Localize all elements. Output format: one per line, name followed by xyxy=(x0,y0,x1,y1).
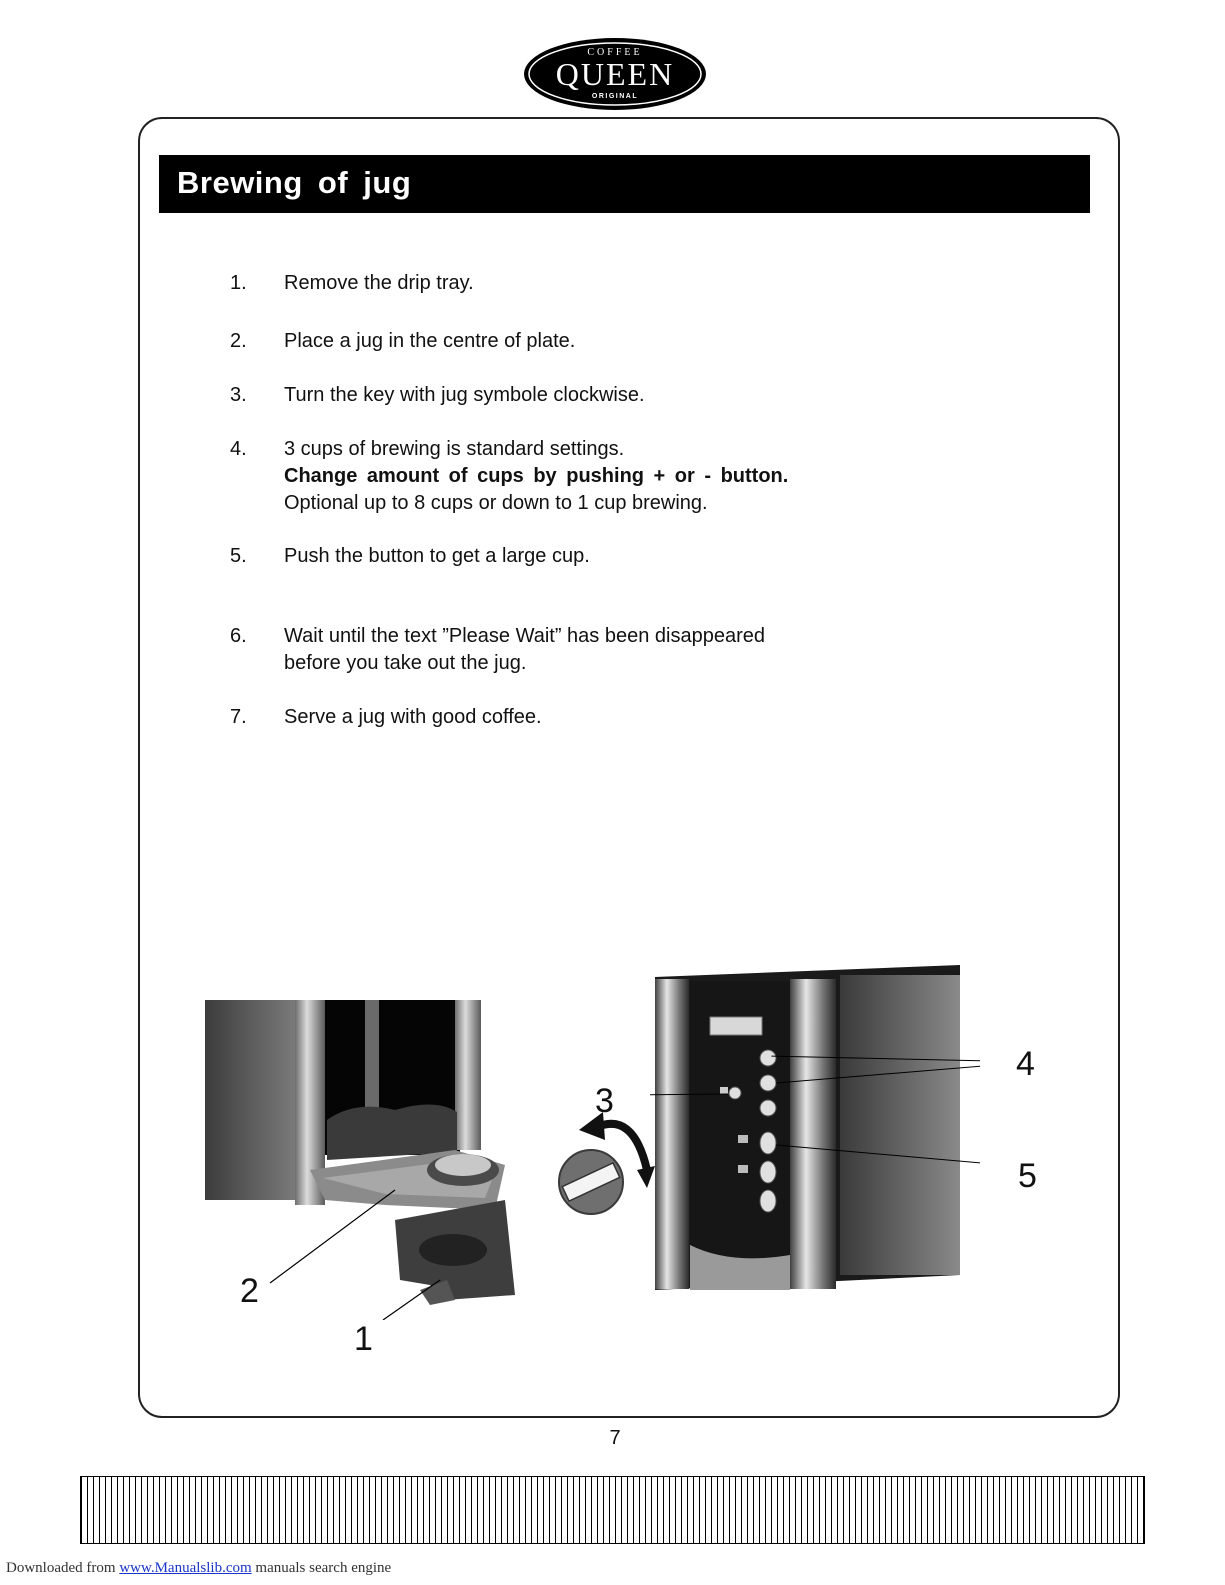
step-number: 5. xyxy=(230,545,247,567)
small-cup-icon xyxy=(738,1165,748,1173)
logo-main-text: QUEEN xyxy=(555,56,675,92)
coffee-machine-panel-illustration xyxy=(650,965,980,1310)
step-text: before you take out the jug. xyxy=(284,652,527,674)
logo-top-text: COFFEE xyxy=(587,47,643,58)
large-cup-button xyxy=(760,1132,776,1154)
callout-4: 4 xyxy=(1016,1045,1035,1083)
manualslib-link[interactable]: www.Manualslib.com xyxy=(119,1560,252,1576)
section-title-bar xyxy=(159,155,1090,213)
step-text: Push the button to get a large cup. xyxy=(284,545,590,567)
barcode-strip xyxy=(80,1476,1145,1544)
logo-bottom-text: ORIGINAL xyxy=(591,93,639,100)
callout-2: 2 xyxy=(240,1272,259,1310)
panel-button xyxy=(760,1100,776,1116)
download-footer xyxy=(6,1560,391,1577)
display-window xyxy=(710,1017,762,1035)
footer-suffix: manuals search engine xyxy=(251,1560,392,1576)
step-text-emphasis: Change amount of cups by pushing + or - button. xyxy=(284,465,789,487)
step-number: 1. xyxy=(230,272,247,294)
step-text: 3 cups of brewing is standard settings. xyxy=(284,438,625,460)
large-cup-icon xyxy=(738,1135,748,1143)
panel-button xyxy=(760,1190,776,1212)
step-number: 6. xyxy=(230,625,247,647)
step-text: Wait until the text ”Please Wait” has been disappeared xyxy=(284,625,765,647)
step-text: Serve a jug with good coffee. xyxy=(284,706,542,728)
step-number: 7. xyxy=(230,706,247,728)
jug-symbol-icon xyxy=(720,1087,728,1094)
step-number: 3. xyxy=(230,384,247,406)
step-text: Turn the key with jug symbole clockwise. xyxy=(284,384,645,406)
page-title: Brewing of jug xyxy=(177,165,412,200)
callout-1: 1 xyxy=(354,1320,373,1358)
callout-3: 3 xyxy=(595,1082,614,1120)
step-number: 4. xyxy=(230,438,247,460)
footer-prefix: Downloaded from xyxy=(6,1560,120,1576)
coffee-queen-logo xyxy=(522,36,708,112)
step-text: Place a jug in the centre of plate. xyxy=(284,330,576,352)
step-number: 2. xyxy=(230,330,247,352)
step-text: Remove the drip tray. xyxy=(284,272,474,294)
callout-5: 5 xyxy=(1018,1157,1037,1195)
cup-button xyxy=(760,1161,776,1183)
step-text: Optional up to 8 cups or down to 1 cup brewing. xyxy=(284,492,708,514)
key-switch xyxy=(729,1087,741,1099)
page-number: 7 xyxy=(609,1427,621,1449)
minus-button xyxy=(760,1075,776,1091)
plus-button xyxy=(760,1050,776,1066)
